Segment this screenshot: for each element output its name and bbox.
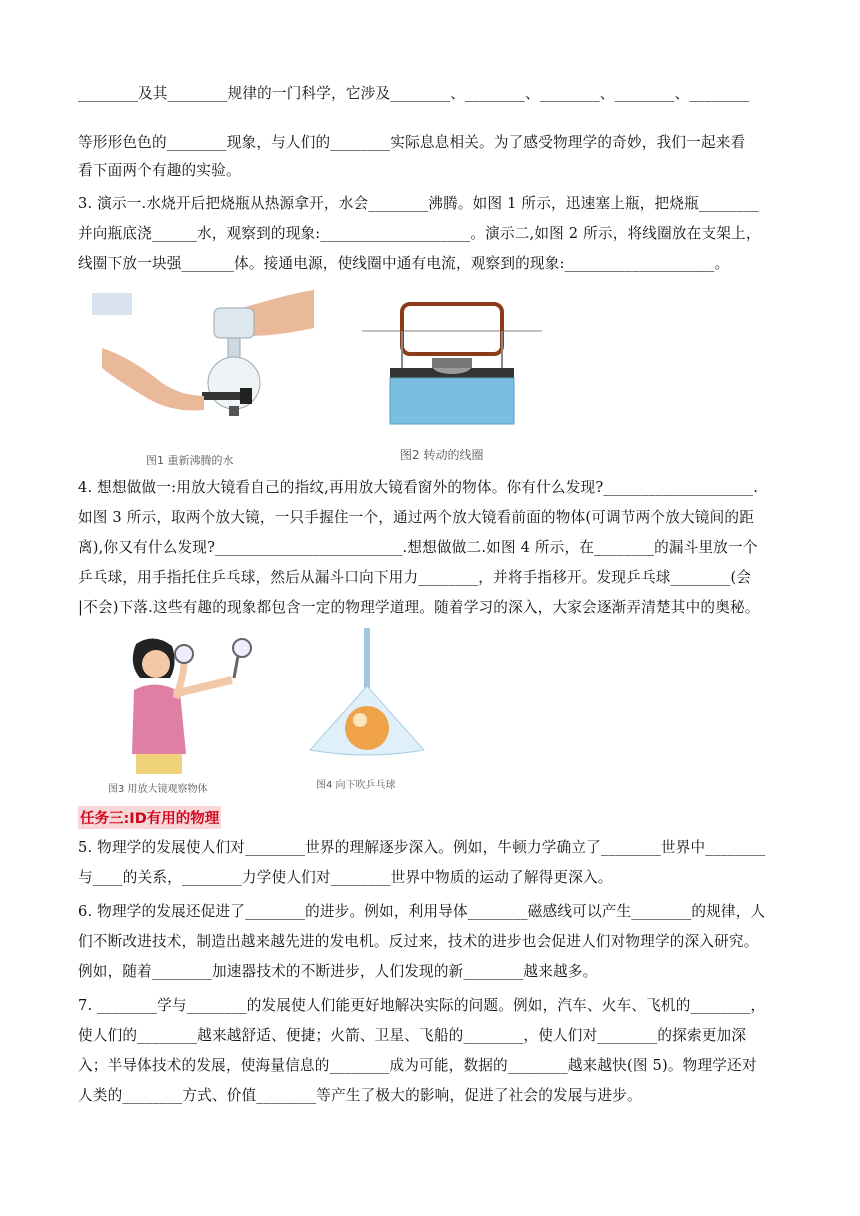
text-line-10: 乒乓球，用手指托住乒乓球，然后从漏斗口向下用力________，并将手指移开。发现乒乓球________(会 [78, 569, 752, 586]
text-line-19: 入；半导体技术的发展，使海量信息的________成为可能，数据的________越来越快(图 5)。物理学还对 [78, 1057, 757, 1074]
text-line-13: 与____的关系，________力学使人们对________世界中物质的运动了解得更深入。 [78, 869, 613, 886]
text-line-2: 等形形色色的________现象，与人们的________实际息息相关。为了感受物理学的奇妙，我们一起来看 [78, 134, 746, 151]
figure-4-funnel-ball [300, 628, 440, 768]
text-line-12: 5. 物理学的发展使人们对________世界的理解逐步深入。例如，牛顿力学确立了________世界中________ [78, 839, 766, 856]
text-line-16: 例如，随着________加速器技术的不断进步，人们发现的新________越来越多。 [78, 963, 598, 980]
task-three-title: 任务三:ID有用的物理 [78, 806, 221, 829]
text-line-11: |不会)下落.这些有趣的现象都包含一定的物理学道理。随着学习的深入，大家会逐渐弄清楚其中的奥秘。 [78, 599, 760, 616]
text-line-1: ________及其________规律的一门科学，它涉及________、________、________、________、________ [78, 85, 750, 102]
text-line-8: 如图 3 所示，取两个放大镜，一只手握住一个，通过两个放大镜看前面的物体(可调节两个放大镜间的距 [78, 509, 754, 526]
figure-2-caption: 图2 转动的线圈 [400, 448, 484, 462]
text-line-20: 人类的________方式、价值________等产生了极大的影响，促进了社会的发展与进步。 [78, 1087, 642, 1104]
figure-4-caption: 图4 向下吹乒乓球 [316, 780, 396, 791]
text-line-4: 3. 演示一.水烧开后把烧瓶从热源拿开，水会________沸腾。如图 1 所示，迅速塞上瓶，把烧瓶________ [78, 195, 759, 212]
figure-3-caption: 图3 用放大镜观察物体 [108, 784, 208, 795]
text-line-18: 使人们的________越来越舒适、便捷；火箭、卫星、飞船的________，使人们对________的探索更加深 [78, 1027, 747, 1044]
text-line-5: 并向瓶底浇______水，观察到的现象:____________________。演示二,如图 2 所示，将线圈放在支架上， [78, 225, 761, 242]
figure-1-boiling-flask [92, 288, 322, 448]
figure-3-magnifiers [114, 634, 264, 774]
text-line-14: 6. 物理学的发展还促进了________的进步。例如，利用导体________磁感线可以产生________的规律，人 [78, 903, 766, 920]
figure-1-caption: 图1 重新沸腾的水 [146, 454, 234, 467]
text-line-15: 们不断改进技术，制造出越来越先进的发电机。反过来，技术的进步也会促进人们对物理学的深入研究。 [78, 933, 759, 950]
text-line-6: 线圈下放一块强_______体。接通电源，使线圈中通有电流，观察到的现象:____________________。 [78, 255, 730, 272]
text-line-9: 离),你又有什么发现?_________________________.想想做做二.如图 4 所示，在________的漏斗里放一个 [78, 539, 758, 556]
text-line-3: 看下面两个有趣的实验。 [78, 162, 241, 179]
text-line-17: 7. ________学与________的发展使人们能更好地解决实际的问题。例如，汽车、火车、飞机的________， [78, 997, 766, 1014]
text-line-7: 4. 想想做做一:用放大镜看自己的指纹,再用放大镜看窗外的物体。你有什么发现?____________________. [78, 479, 759, 496]
figure-2-rotating-coil [362, 296, 552, 436]
